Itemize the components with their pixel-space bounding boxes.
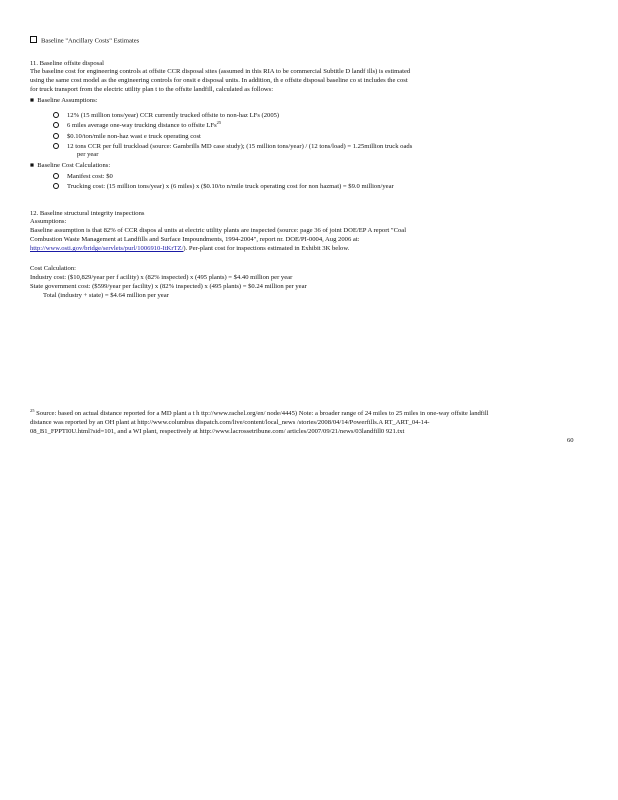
- footnote-line: distance was reported by an OH plant at http://www.columbus dispatch.com/live/content/local_news /stories/2008/04/14/Powerfills.A RT_ART_04-14-: [30, 419, 430, 426]
- bullet-icon: ■: [30, 162, 34, 169]
- assumption-item: 12 tons CCR per full truckload (source: Gambrills MD case study); (15 million tons/year) / (12 tons/load) = 1.25million truck oads: [53, 143, 412, 151]
- section-11-paragraph-line: The baseline cost for engineering controls at offsite CCR disposal sites (assumed in this RIA to be commercial Subtitle D landf ills) is estimated: [30, 68, 411, 75]
- cost-calculations-heading: ■ Baseline Cost Calculations:: [30, 162, 111, 169]
- source-link[interactable]: http://www.osti.gov/bridge/servlets/purl/1006910-ItKrTZ/: [30, 245, 184, 252]
- cost-calculation-total: Total (industry + state) = $4.64 million per year: [43, 292, 169, 299]
- calculation-item: Manifest cost: $0: [53, 173, 113, 181]
- assumption-item: 12% (15 million tons/year) CCR currently trucked offsite to non-haz LFs (2005): [53, 112, 279, 120]
- page-header: Baseline "Ancillary Costs" Estimates: [30, 36, 139, 46]
- section-11-paragraph-line: for truck transport from the electric utility plan t to the offsite landfill, calculated as follows:: [30, 86, 274, 93]
- section-12-paragraph-line: http://www.osti.gov/bridge/servlets/purl/1006910-ItKrTZ/). Per-plant cost for inspections estimated in Exhibit 3K below.: [30, 245, 350, 252]
- section-12-paragraph-line: Baseline assumption is that 82% of CCR dispos al units at electric utility plants are inspected (source: page 36 of joint DOE/EP A report "Coal: [30, 227, 407, 234]
- cost-calculation-line: State government cost: ($599/year per facility) x (82% inspected) x (495 plants) = $0.24 million per year: [30, 283, 307, 290]
- section-12-paragraph-line: Combustion Waste Management at Landfills and Surface Impoundments, 1994-2004", report nr. DOE/PI-0004, Aug 2006 at:: [30, 236, 360, 243]
- assumption-item: 6 miles average one-way trucking distance to offsite LFs$^{25}$: [53, 122, 221, 130]
- cost-calculation-label: Cost Calculation:: [30, 265, 76, 272]
- circle-bullet-icon: [53, 173, 59, 179]
- circle-bullet-icon: [53, 183, 59, 189]
- assumptions-heading: ■ Baseline Assumptions:: [30, 97, 98, 104]
- section-11-paragraph-line: using the same cost model as the engineering controls for onsit e disposal units. In addition, th e offsite disposal baseline co st includes the cost: [30, 77, 408, 84]
- footnote-line: 08_B1_FPPTI0U.html?sid=101, and a WI plant, respectively at http://www.lacrossetribune.com/ articles/2007/09/21/news/03landfill0 921.txt: [30, 428, 405, 435]
- circle-bullet-icon: [53, 143, 59, 149]
- assumption-item-continuation: per year: [77, 151, 99, 158]
- checkbox-icon: [30, 36, 37, 43]
- bullet-icon: ■: [30, 97, 34, 104]
- page-number: 60: [567, 437, 574, 444]
- footnote-line: $^{25}$ Source: based on actual distance reported for a MD plant a t h ttp://www.rachel.org/en/ node/4445) Note: a broader range of 24 miles to 25 miles in one-way offsite landfill: [30, 408, 489, 417]
- footnote-mark: 25: [30, 408, 35, 413]
- cost-calculation-line: Industry cost: ($10,829/year per f acility) x (82% inspected) x (495 plants) = $4.40 million per year: [30, 274, 293, 281]
- circle-bullet-icon: [53, 122, 59, 128]
- section-12-heading: 12. Baseline structural integrity inspections: [30, 210, 145, 217]
- assumptions-label: Assumptions:: [30, 218, 67, 225]
- circle-bullet-icon: [53, 133, 59, 139]
- circle-bullet-icon: [53, 112, 59, 118]
- footnote-ref: 25: [216, 120, 222, 125]
- calculation-item: Trucking cost: (15 million tons/year) x (6 miles) x ($0.10/to n/mile truck operating cost for non hazmat) = $9.0 million/year: [53, 183, 394, 191]
- section-11-heading: 11. Baseline offsite disposal: [30, 60, 104, 67]
- assumption-item: $0.10/ton/mile non-haz wast e truck operating cost: [53, 133, 201, 141]
